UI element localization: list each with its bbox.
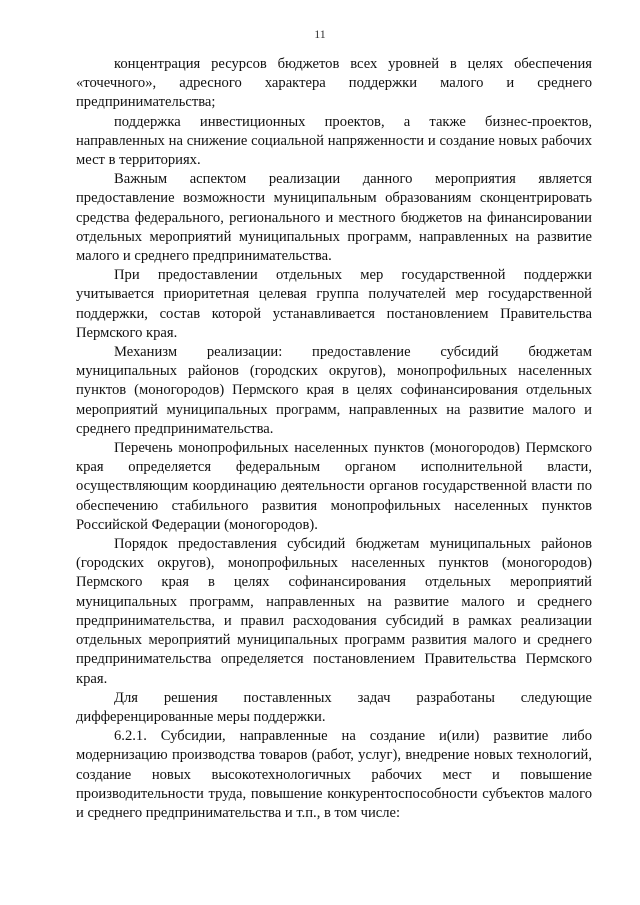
paragraph-5: Механизм реализации: предоставление субсидий бюджетам муниципальных районов (городских округов), монопрофильных населенных пунктов (моногородов) Пермского края в целях софинансирования отдельных мероприятий муниципальных программ, направленных на развитие малого и среднего предпринимательства.: [76, 344, 592, 437]
paragraph-6: Перечень монопрофильных населенных пунктов (моногородов) Пермского края определяется федеральным органом исполнительной власти, осуществляющим координацию деятельности органов государственной власти по обеспечению стабильного развития монопрофильных населенных пунктов Российской Федерации (моногородов).: [76, 440, 592, 533]
document-body: [76, 55, 592, 823]
paragraph-3: Важным аспектом реализации данного мероприятия является предоставление возможности муниципальным образованиям сконцентрировать средства федерального, регионального и местного бюджетов на финансировании отдельных мероприятий муниципальных программ, направленных на развитие малого и среднего предпринимательства.: [76, 171, 592, 265]
paragraph-2: поддержка инвестиционных проектов, а также бизнес-проектов, направленных на снижение социальной напряженности и создание новых рабочих мест в территориях.: [76, 113, 592, 169]
paragraph-1: концентрация ресурсов бюджетов всех уровней в целях обеспечения «точечного», адресного характера поддержки малого и среднего предпринимательства;: [76, 56, 592, 111]
paragraph-9: 6.2.1. Субсидии, направленные на создание и(или) развитие либо модернизацию производства товаров (работ, услуг), внедрение новых технологий, создание новых высокотехнологичных рабочих мест и повышение производительности труда, повышение конкурентоспособности субъектов малого и среднего предпринимательства и т.п., в том числе:: [76, 728, 592, 821]
paragraph-8: Для решения поставленных задач разработаны следующие дифференцированные меры поддержки.: [76, 689, 592, 725]
paragraph-4: При предоставлении отдельных мер государственной поддержки учитывается приоритетная целевая группа получателей мер государственной поддержки, состав которой устанавливается постановлением Правительства Пермского края.: [76, 267, 592, 341]
paragraph-7: Порядок предоставления субсидий бюджетам муниципальных районов (городских округов), монопрофильных населенных пунктов (моногородов) Пермского края в целях софинансирования отдельных мероприятий муниципальных программ, направленных на развитие малого и среднего предпринимательства, и правил расходования субсидий в рамках реализации отдельных мероприятий муниципальных программ развития малого и среднего предпринимательства определяется постановлением Правительства Пермского края.: [76, 536, 592, 687]
page-number: 11: [314, 27, 326, 41]
